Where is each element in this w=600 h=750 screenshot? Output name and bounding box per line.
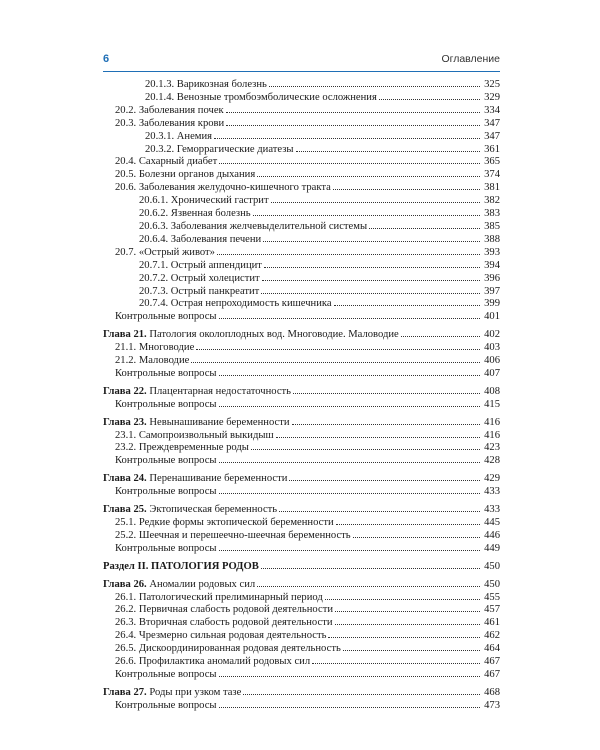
dot-leader bbox=[257, 168, 480, 177]
toc-entry bbox=[103, 385, 500, 398]
dot-leader bbox=[292, 416, 480, 425]
dot-leader bbox=[196, 341, 480, 350]
toc-entry-title: Глава 24. Перенашивание беременности bbox=[103, 473, 288, 485]
dot-leader bbox=[312, 655, 480, 664]
toc-entry bbox=[103, 91, 500, 104]
toc-page-number: 325 bbox=[484, 79, 500, 90]
toc-entry bbox=[103, 603, 500, 616]
toc-entry bbox=[103, 181, 500, 194]
dot-leader bbox=[253, 207, 480, 216]
toc-entry-title: Контрольные вопросы bbox=[115, 367, 217, 379]
page-header bbox=[103, 53, 500, 72]
dot-leader bbox=[257, 578, 480, 587]
toc-page-number: 393 bbox=[484, 246, 500, 258]
dot-leader bbox=[261, 560, 480, 569]
dot-leader bbox=[243, 686, 480, 695]
dot-leader bbox=[336, 516, 480, 525]
toc-entry-title: 20.3. Заболевания крови bbox=[115, 117, 225, 129]
toc-page-number: 381 bbox=[484, 182, 500, 194]
toc-entry-title: 26.3. Вторичная слабость родовой деятельности bbox=[115, 617, 333, 629]
toc-page-number: 464 bbox=[484, 643, 500, 655]
toc-page-number: 457 bbox=[484, 604, 500, 616]
toc-entry-title: Контрольные вопросы bbox=[115, 455, 217, 467]
toc-page-number: 396 bbox=[484, 272, 500, 284]
toc-entry-title: 26.4. Чрезмерно сильная родовая деятельность bbox=[115, 630, 327, 642]
toc-entry-title: Контрольные вопросы bbox=[115, 311, 217, 323]
toc-entry bbox=[103, 259, 500, 272]
dot-leader bbox=[269, 78, 480, 87]
toc-entry-title: 20.7.2. Острый холецистит bbox=[139, 272, 260, 284]
toc-entry-title: Глава 23. Невынашивание беременности bbox=[103, 416, 290, 428]
toc-chapter-number: Глава 24. bbox=[103, 473, 147, 485]
toc-page-number: 445 bbox=[484, 517, 500, 528]
toc-entry bbox=[103, 341, 500, 354]
toc-entry-title: 23.1. Самопроизвольный выкидыш bbox=[115, 429, 274, 441]
toc-page-number: 365 bbox=[484, 156, 500, 168]
dot-leader bbox=[289, 472, 480, 481]
toc-entry-title: 26.1. Патологический прелиминарный период bbox=[115, 591, 323, 603]
dot-leader bbox=[251, 441, 480, 450]
toc-entry-title: 21.2. Маловодие bbox=[115, 355, 190, 367]
dot-leader bbox=[325, 591, 480, 600]
toc-entry-title: 20.6. Заболевания желудочно-кишечного тракта bbox=[115, 182, 331, 194]
toc-entry bbox=[103, 285, 500, 298]
toc-entry bbox=[103, 516, 500, 529]
toc-entry bbox=[103, 297, 500, 310]
toc-page-number: 403 bbox=[484, 342, 500, 354]
toc-page-number: 428 bbox=[484, 455, 500, 467]
toc-entry-title: 20.5. Болезни органов дыхания bbox=[115, 169, 256, 181]
toc-page-number: 429 bbox=[484, 473, 500, 485]
toc-page-number: 382 bbox=[484, 195, 500, 207]
toc-entry bbox=[103, 485, 500, 498]
toc-entry-title: 20.7. «Острый живот» bbox=[115, 246, 215, 258]
toc-entry bbox=[103, 529, 500, 542]
dot-leader bbox=[401, 328, 480, 337]
toc-entry-title: 26.6. Профилактика аномалий родовых сил bbox=[115, 656, 311, 668]
toc-entry-title: Контрольные вопросы bbox=[115, 668, 217, 680]
toc-entry-title: Глава 21. Патология околоплодных вод. Многоводие. Маловодие bbox=[103, 329, 399, 341]
toc-page-number: 334 bbox=[484, 104, 500, 116]
toc-chapter-number: Глава 25. bbox=[103, 504, 147, 516]
toc-chapter-number: Раздел II. ПАТОЛОГИЯ РОДОВ bbox=[103, 560, 259, 572]
toc-page-number: 433 bbox=[484, 486, 500, 498]
toc-entry bbox=[103, 560, 500, 573]
toc-page-number: 394 bbox=[484, 259, 500, 271]
toc-chapter-number: Глава 22. bbox=[103, 385, 147, 397]
toc-page-number: 361 bbox=[484, 143, 500, 155]
toc-page-number: 408 bbox=[484, 385, 500, 397]
toc-entry-title: 20.7.1. Острый аппендицит bbox=[139, 259, 262, 271]
toc-entry bbox=[103, 416, 500, 429]
toc-page-number: 446 bbox=[484, 529, 500, 541]
toc-page-number: 347 bbox=[484, 130, 500, 142]
toc-entry bbox=[103, 578, 500, 591]
dot-leader bbox=[335, 603, 480, 612]
toc-entry bbox=[103, 398, 500, 411]
toc-page-number: 468 bbox=[484, 686, 500, 698]
toc-page-number: 329 bbox=[484, 91, 500, 103]
dot-leader bbox=[333, 181, 480, 190]
dot-leader bbox=[334, 297, 480, 306]
toc-entry-title: 20.6.3. Заболевания желчевыделительной системы bbox=[139, 220, 368, 232]
toc-entry bbox=[103, 207, 500, 220]
toc-entry-title: 20.2. Заболевания почек bbox=[115, 104, 224, 116]
toc-entry bbox=[103, 168, 500, 181]
dot-leader bbox=[262, 272, 480, 281]
toc-entry bbox=[103, 328, 500, 341]
table-of-contents bbox=[103, 78, 500, 712]
dot-leader bbox=[276, 429, 480, 438]
toc-page-number: 455 bbox=[484, 591, 500, 603]
dot-leader bbox=[271, 194, 480, 203]
toc-entry bbox=[103, 542, 500, 555]
dot-leader bbox=[191, 354, 480, 363]
toc-page-number: 467 bbox=[484, 656, 500, 668]
toc-page-number: 467 bbox=[484, 668, 500, 680]
toc-entry bbox=[103, 220, 500, 233]
dot-leader bbox=[219, 542, 480, 551]
toc-page-number: 385 bbox=[484, 220, 500, 232]
toc-entry-title: 20.6.2. Язвенная болезнь bbox=[139, 208, 251, 220]
toc-entry-title bbox=[103, 561, 259, 574]
toc-page-number: 416 bbox=[484, 429, 500, 441]
toc-entry bbox=[103, 130, 500, 143]
page-number: 6 bbox=[103, 53, 110, 65]
toc-entry-title: 21.1. Многоводие bbox=[115, 342, 195, 354]
dot-leader bbox=[226, 117, 480, 126]
toc-entry-title: Контрольные вопросы bbox=[115, 398, 217, 410]
toc-entry-title: 20.3.1. Анемия bbox=[145, 130, 213, 142]
dot-leader bbox=[219, 668, 480, 677]
toc-page-number: 433 bbox=[484, 504, 500, 516]
toc-entry-title: Глава 25. Эктопическая беременность bbox=[103, 504, 278, 516]
toc-entry-title: 20.6.4. Заболевания печени bbox=[139, 233, 262, 245]
toc-entry-title: 20.7.3. Острый панкреатит bbox=[139, 285, 260, 297]
running-head: Оглавление bbox=[441, 53, 500, 65]
toc-page-number: 407 bbox=[484, 367, 500, 379]
toc-page-number: 401 bbox=[484, 311, 500, 323]
toc-entry bbox=[103, 233, 500, 246]
toc-page-number: 388 bbox=[484, 233, 500, 245]
toc-entry bbox=[103, 78, 500, 91]
toc-entry bbox=[103, 472, 500, 485]
toc-entry bbox=[103, 616, 500, 629]
dot-leader bbox=[279, 503, 480, 512]
toc-entry bbox=[103, 143, 500, 156]
toc-entry bbox=[103, 155, 500, 168]
toc-entry bbox=[103, 272, 500, 285]
toc-entry bbox=[103, 454, 500, 467]
toc-page-number: 449 bbox=[484, 542, 500, 554]
toc-entry-title: 20.7.4. Острая непроходимость кишечника bbox=[139, 298, 332, 310]
toc-entry bbox=[103, 668, 500, 681]
dot-leader bbox=[263, 233, 480, 242]
dot-leader bbox=[353, 529, 480, 538]
toc-page-number: 461 bbox=[484, 617, 500, 629]
toc-entry-title: 20.1.4. Венозные тромбоэмболические осложнения bbox=[145, 91, 377, 103]
toc-entry bbox=[103, 629, 500, 642]
toc-entry bbox=[103, 246, 500, 259]
dot-leader bbox=[264, 259, 480, 268]
toc-entry-title: 25.1. Редкие формы эктопической беременности bbox=[115, 517, 334, 528]
toc-page-number: 462 bbox=[484, 630, 500, 642]
toc-entry bbox=[103, 503, 500, 516]
toc-entry-title: 26.2. Первичная слабость родовой деятельности bbox=[115, 604, 333, 616]
toc-entry-title: Глава 26. Аномалии родовых сил bbox=[103, 578, 256, 590]
toc-chapter-number: Глава 21. bbox=[103, 329, 147, 341]
toc-entry-title: Глава 27. Роды при узком тазе bbox=[103, 686, 242, 698]
toc-page-number: 347 bbox=[484, 117, 500, 129]
toc-page-number: 415 bbox=[484, 398, 500, 410]
toc-entry-title: 23.2. Преждевременные роды bbox=[115, 442, 249, 454]
toc-entry bbox=[103, 686, 500, 699]
toc-entry-title: 25.2. Шеечная и перешеечно-шеечная беременность bbox=[115, 529, 351, 541]
toc-page-number: 402 bbox=[484, 329, 500, 341]
dot-leader bbox=[343, 642, 480, 651]
dot-leader bbox=[296, 143, 480, 152]
toc-entry-title: Контрольные вопросы bbox=[115, 699, 217, 711]
toc-page-number: 397 bbox=[484, 285, 500, 297]
dot-leader bbox=[226, 104, 480, 113]
toc-entry-title: Контрольные вопросы bbox=[115, 542, 217, 554]
dot-leader bbox=[219, 398, 480, 407]
dot-leader bbox=[261, 285, 480, 294]
toc-entry-title: 20.3.2. Геморрагические диатезы bbox=[145, 143, 294, 155]
dot-leader bbox=[293, 385, 480, 394]
toc-chapter-number: Глава 26. bbox=[103, 578, 147, 590]
toc-entry-title: 20.4. Сахарный диабет bbox=[115, 156, 218, 168]
toc-entry bbox=[103, 655, 500, 668]
dot-leader bbox=[335, 616, 481, 625]
dot-leader bbox=[379, 91, 480, 100]
toc-entry bbox=[103, 591, 500, 604]
toc-entry bbox=[103, 367, 500, 380]
dot-leader bbox=[219, 310, 480, 319]
toc-page-number: 374 bbox=[484, 169, 500, 181]
toc-page-number: 406 bbox=[484, 355, 500, 367]
toc-entry bbox=[103, 642, 500, 655]
dot-leader bbox=[369, 220, 480, 229]
toc-chapter-number: Глава 27. bbox=[103, 686, 147, 698]
toc-entry bbox=[103, 117, 500, 130]
dot-leader bbox=[219, 699, 480, 708]
toc-page-number: 473 bbox=[484, 699, 500, 711]
toc-entry-title: 20.1.3. Варикозная болезнь bbox=[145, 79, 267, 90]
dot-leader bbox=[217, 246, 480, 255]
toc-page-number: 416 bbox=[484, 416, 500, 428]
toc-entry-title: 20.6.1. Хронический гастрит bbox=[139, 195, 269, 207]
toc-entry bbox=[103, 441, 500, 454]
toc-entry bbox=[103, 310, 500, 323]
toc-page-number: 423 bbox=[484, 442, 500, 454]
toc-page-number: 450 bbox=[484, 560, 500, 572]
toc-entry-title: Глава 22. Плацентарная недостаточность bbox=[103, 385, 291, 397]
dot-leader bbox=[214, 130, 480, 139]
toc-entry bbox=[103, 354, 500, 367]
toc-page-number: 383 bbox=[484, 208, 500, 220]
toc-chapter-number: Глава 23. bbox=[103, 416, 147, 428]
toc-entry bbox=[103, 194, 500, 207]
dot-leader bbox=[219, 454, 480, 463]
dot-leader bbox=[328, 629, 480, 638]
toc-entry bbox=[103, 699, 500, 712]
toc-entry-title: Контрольные вопросы bbox=[115, 486, 217, 498]
dot-leader bbox=[219, 485, 480, 494]
toc-page-number: 399 bbox=[484, 298, 500, 310]
toc-entry bbox=[103, 429, 500, 442]
toc-entry-title: 26.5. Дискоординированная родовая деятельность bbox=[115, 643, 341, 655]
toc-entry bbox=[103, 104, 500, 117]
toc-page-number: 450 bbox=[484, 578, 500, 590]
dot-leader bbox=[219, 155, 480, 164]
dot-leader bbox=[219, 367, 480, 376]
